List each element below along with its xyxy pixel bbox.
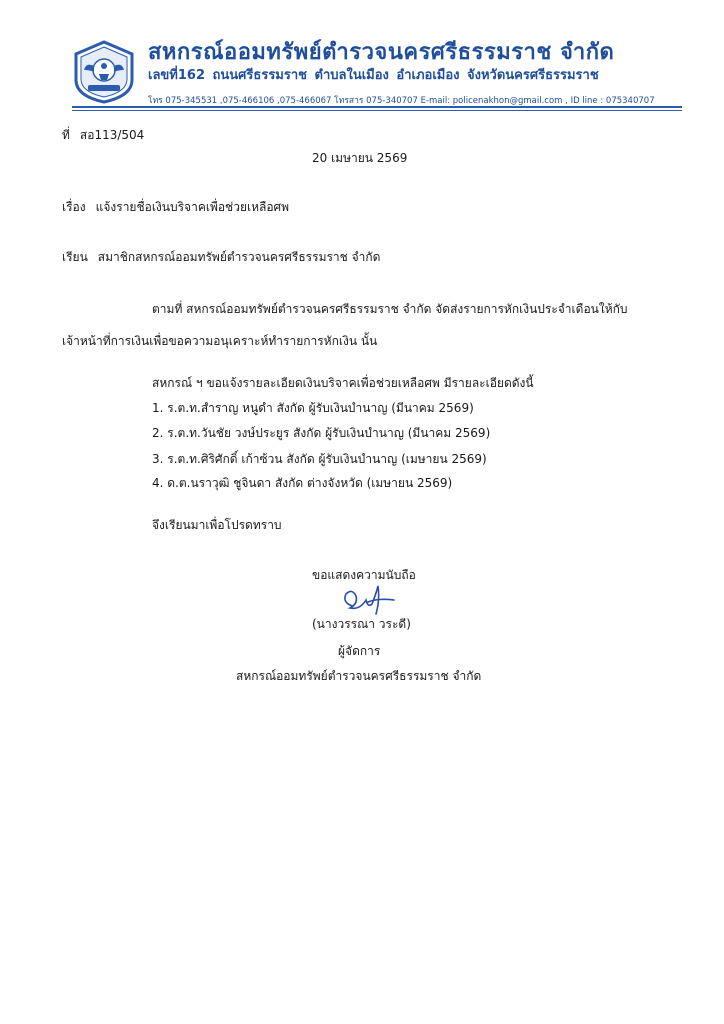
signer-organization: สหกรณ์ออมทรัพย์ตำรวจนครศรีธรรมราช จำกัด: [236, 669, 482, 683]
handwritten-signature: [338, 580, 398, 620]
list-item: 2. ร.ต.ท.วันชัย วงษ์ประยูร สังกัด ผู้รับเงินบำนาญ (มีนาคม 2569): [152, 426, 491, 440]
paragraph-1-line-1: ตามที่ สหกรณ์ออมทรัพย์ตำรวจนครศรีธรรมราช จำกัด จัดส่งรายการหักเงินประจำเดือนให้กับ: [152, 302, 628, 316]
list-item: 3. ร.ต.ท.ศิริศักดิ์ เก้าซ้วน สังกัด ผู้รับเงินบำนาญ (เมษายน 2569): [152, 452, 487, 466]
cooperative-logo-icon: [72, 40, 136, 104]
letterhead-address: เลขที่162 ถนนศรีธรรมราช ตำบลในเมือง อำเภอเมือง จังหวัดนครศรีธรรมราช: [148, 68, 599, 83]
regards-line: ขอแสดงความนับถือ: [312, 568, 416, 582]
subject-text: แจ้งรายชื่อเงินบริจาคเพื่อช่วยเหลือศพ: [95, 200, 290, 214]
signer-name: (นางวรรณา วระดี): [312, 617, 411, 631]
paragraph-2: สหกรณ์ ฯ ขอแจ้งรายละเอียดเงินบริจาคเพื่อช่วยเหลือศพ มีรายละเอียดดังนี้: [152, 376, 534, 390]
list-item: 4. ด.ต.นราวุฒิ ชูจินดา สังกัด ต่างจังหวัด (เมษายน 2569): [152, 476, 453, 490]
salutation-label: เรียน: [62, 250, 88, 264]
list-item: 1. ร.ต.ท.สำราญ หนูดำ สังกัด ผู้รับเงินบำนาญ (มีนาคม 2569): [152, 401, 474, 415]
document-number-value: สอ113/504: [79, 128, 145, 142]
signer-title: ผู้จัดการ: [338, 644, 381, 658]
closing-line: จึงเรียนมาเพื่อโปรดทราบ: [152, 518, 282, 532]
document-number: [62, 126, 144, 145]
letterhead-contact: โทร 075-345531 ,075-466106 ,075-466067 โทรสาร 075-340707 E-mail: policenakhon@gmail.com , ID line : 075340707: [148, 96, 655, 106]
document-salutation: [62, 248, 380, 267]
letterhead-divider-thin: [72, 110, 682, 111]
letterhead-divider: [72, 106, 682, 108]
letterhead-org-name: สหกรณ์ออมทรัพย์ตำรวจนครศรีธรรมราช จำกัด: [148, 40, 615, 65]
document-subject: [62, 198, 289, 217]
paragraph-1-line-2: เจ้าหน้าที่การเงินเพื่อขอความอนุเคราะห์ทำรายการหักเงิน นั้น: [62, 334, 378, 348]
document-number-label: ที่: [62, 128, 70, 142]
document-date: 20 เมษายน 2569: [312, 151, 408, 165]
salutation-text: สมาชิกสหกรณ์ออมทรัพย์ตำรวจนครศรีธรรมราช จำกัด: [97, 250, 381, 264]
subject-label: เรื่อง: [62, 200, 86, 214]
